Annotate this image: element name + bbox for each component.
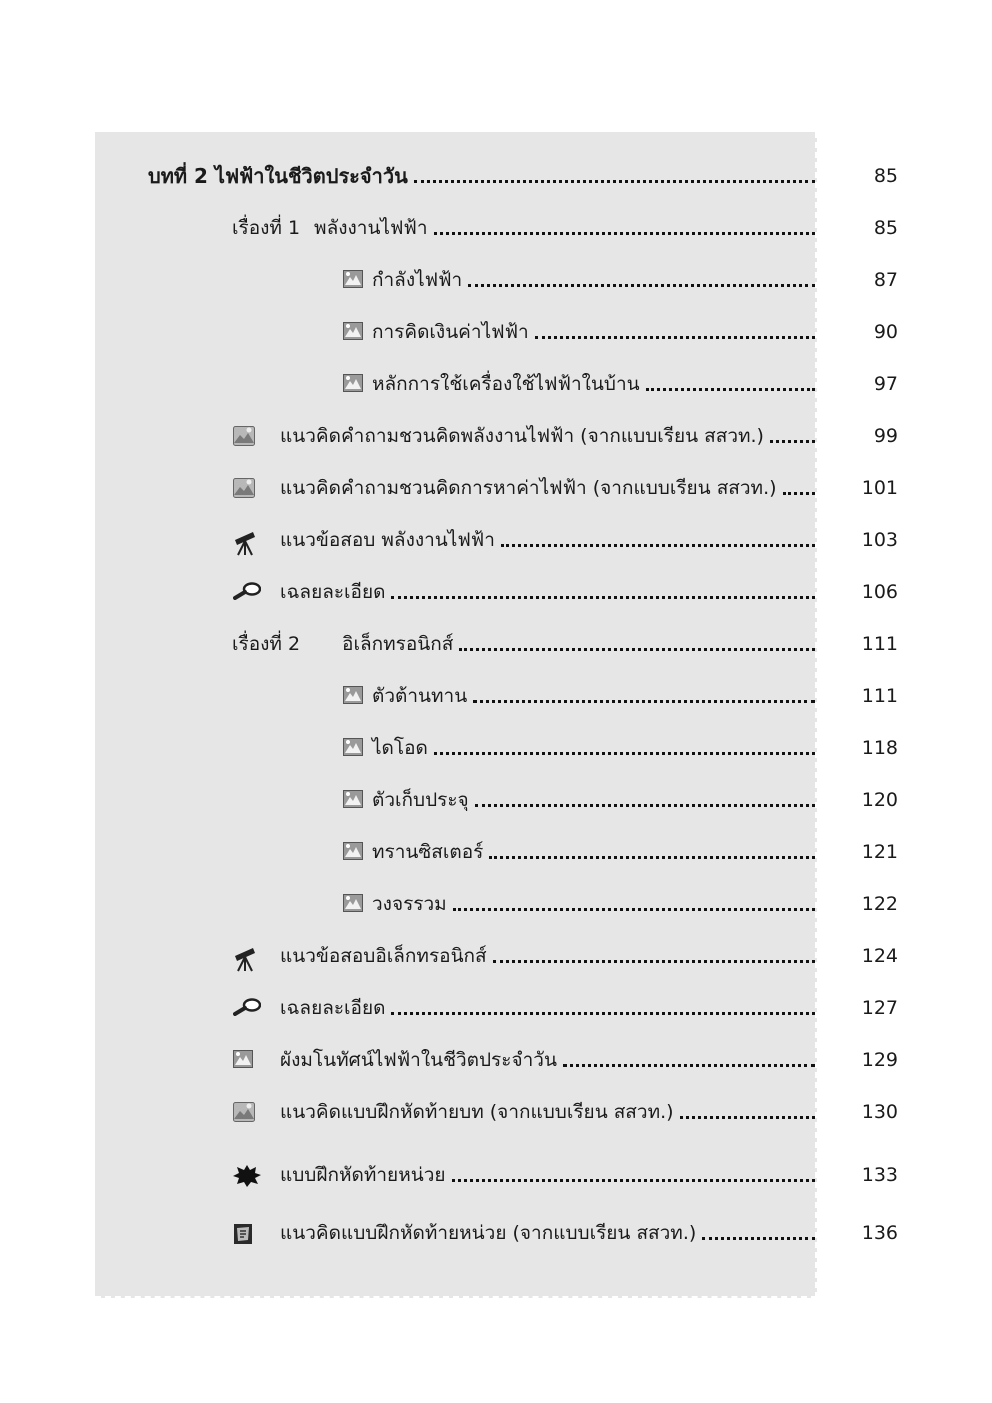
magnifier-icon [233,582,261,600]
page-number: 101 [861,477,898,499]
page-number: 136 [861,1222,898,1244]
dot-leader [468,284,815,287]
magnifier-icon [233,998,261,1016]
entry-title: การคิดเงินค่าไฟฟ้า [372,321,529,343]
page-number: 97 [873,373,898,395]
entry-title: แนวคิดแบบฝึกหัดท้ายหน่วย (จากแบบเรียน สสวท.) [280,1222,697,1244]
page-number: 106 [861,581,898,603]
entry-title: แนวข้อสอบ พลังงานไฟฟ้า [280,529,495,551]
picture-icon [343,738,363,756]
dot-leader [459,648,815,651]
entry-title: เฉลยละเอียด [280,997,386,1019]
picture-icon [343,894,363,912]
page-number: 118 [861,737,898,759]
dot-leader [535,336,815,339]
dot-leader [453,908,815,911]
page-number: 129 [861,1049,898,1071]
picture-icon [343,842,363,860]
entry-title: พลังงานไฟฟ้า [314,217,428,239]
entry-title: ผังมโนทัศน์ไฟฟ้าในชีวิตประจำวัน [280,1049,557,1071]
dot-leader [563,1064,815,1067]
entry-title: ทรานซิสเตอร์ [372,841,484,863]
book-icon [233,1223,253,1245]
entry-title: แนวคิดคำถามชวนคิดการหาค่าไฟฟ้า (จากแบบเรียน สสวท.) [280,477,777,499]
dot-leader [770,440,815,443]
picture-icon [343,686,363,704]
entry-title: แนวคิดคำถามชวนคิดพลังงานไฟฟ้า (จากแบบเรียน สสวท.) [280,425,764,447]
page-number: 111 [861,633,898,655]
dot-leader [391,1012,815,1015]
entry-title: แบบฝึกหัดท้ายหน่วย [280,1164,446,1186]
dot-leader [434,232,815,235]
entry-title: อิเล็กทรอนิกส์ [342,633,454,655]
dot-leader [452,1179,815,1182]
entry-title: แนวข้อสอบอิเล็กทรอนิกส์ [280,945,487,967]
topic-prefix: เรื่องที่ 2 [232,633,301,655]
dot-leader [489,856,815,859]
entry-title: ตัวต้านทาน [372,685,468,707]
picture-icon [343,374,363,392]
chapter-title: บทที่ 2 ไฟฟ้าในชีวิตประจำวัน [148,164,408,188]
dot-leader [475,804,815,807]
dot-leader [414,180,815,183]
page-number: 130 [861,1101,898,1123]
dot-leader [680,1116,815,1119]
entry-title: หลักการใช้เครื่องใช้ไฟฟ้าในบ้าน [372,373,640,395]
page-number: 87 [873,269,898,291]
topic-prefix: เรื่องที่ 1 [232,217,301,239]
entry-title: กำลังไฟฟ้า [372,269,463,291]
page-number: 121 [861,841,898,863]
dot-leader [473,700,815,703]
dot-leader [434,752,815,755]
dot-leader [501,544,815,547]
page-number: 99 [873,425,898,447]
entry-title: เฉลยละเอียด [280,581,386,603]
page-number: 103 [861,529,898,551]
page-number: 127 [861,997,898,1019]
entry-title: วงจรรวม [372,893,447,915]
telescope-icon [233,530,257,556]
page-number: 85 [873,217,898,239]
telescope-icon [233,946,257,972]
picture-icon [343,270,363,288]
burst-icon [233,1165,261,1187]
page-number: 120 [861,789,898,811]
landscape-icon [233,1102,255,1122]
dot-leader [391,596,815,599]
page-number: 122 [861,893,898,915]
entry-title: ไดโอด [372,737,428,759]
page-number: 133 [861,1164,898,1186]
landscape-icon [233,478,255,498]
page-number: 111 [861,685,898,707]
picture-icon [233,1050,253,1068]
dot-leader [702,1237,815,1240]
dot-leader [493,960,815,963]
dot-leader [783,492,815,495]
page-number: 90 [873,321,898,343]
landscape-icon [233,426,255,446]
dot-leader [646,388,815,391]
picture-icon [343,322,363,340]
page-number: 85 [873,165,898,187]
entry-title: แนวคิดแบบฝึกหัดท้ายบท (จากแบบเรียน สสวท.) [280,1101,674,1123]
picture-icon [343,790,363,808]
page-number: 124 [861,945,898,967]
entry-title: ตัวเก็บประจุ [372,789,469,811]
